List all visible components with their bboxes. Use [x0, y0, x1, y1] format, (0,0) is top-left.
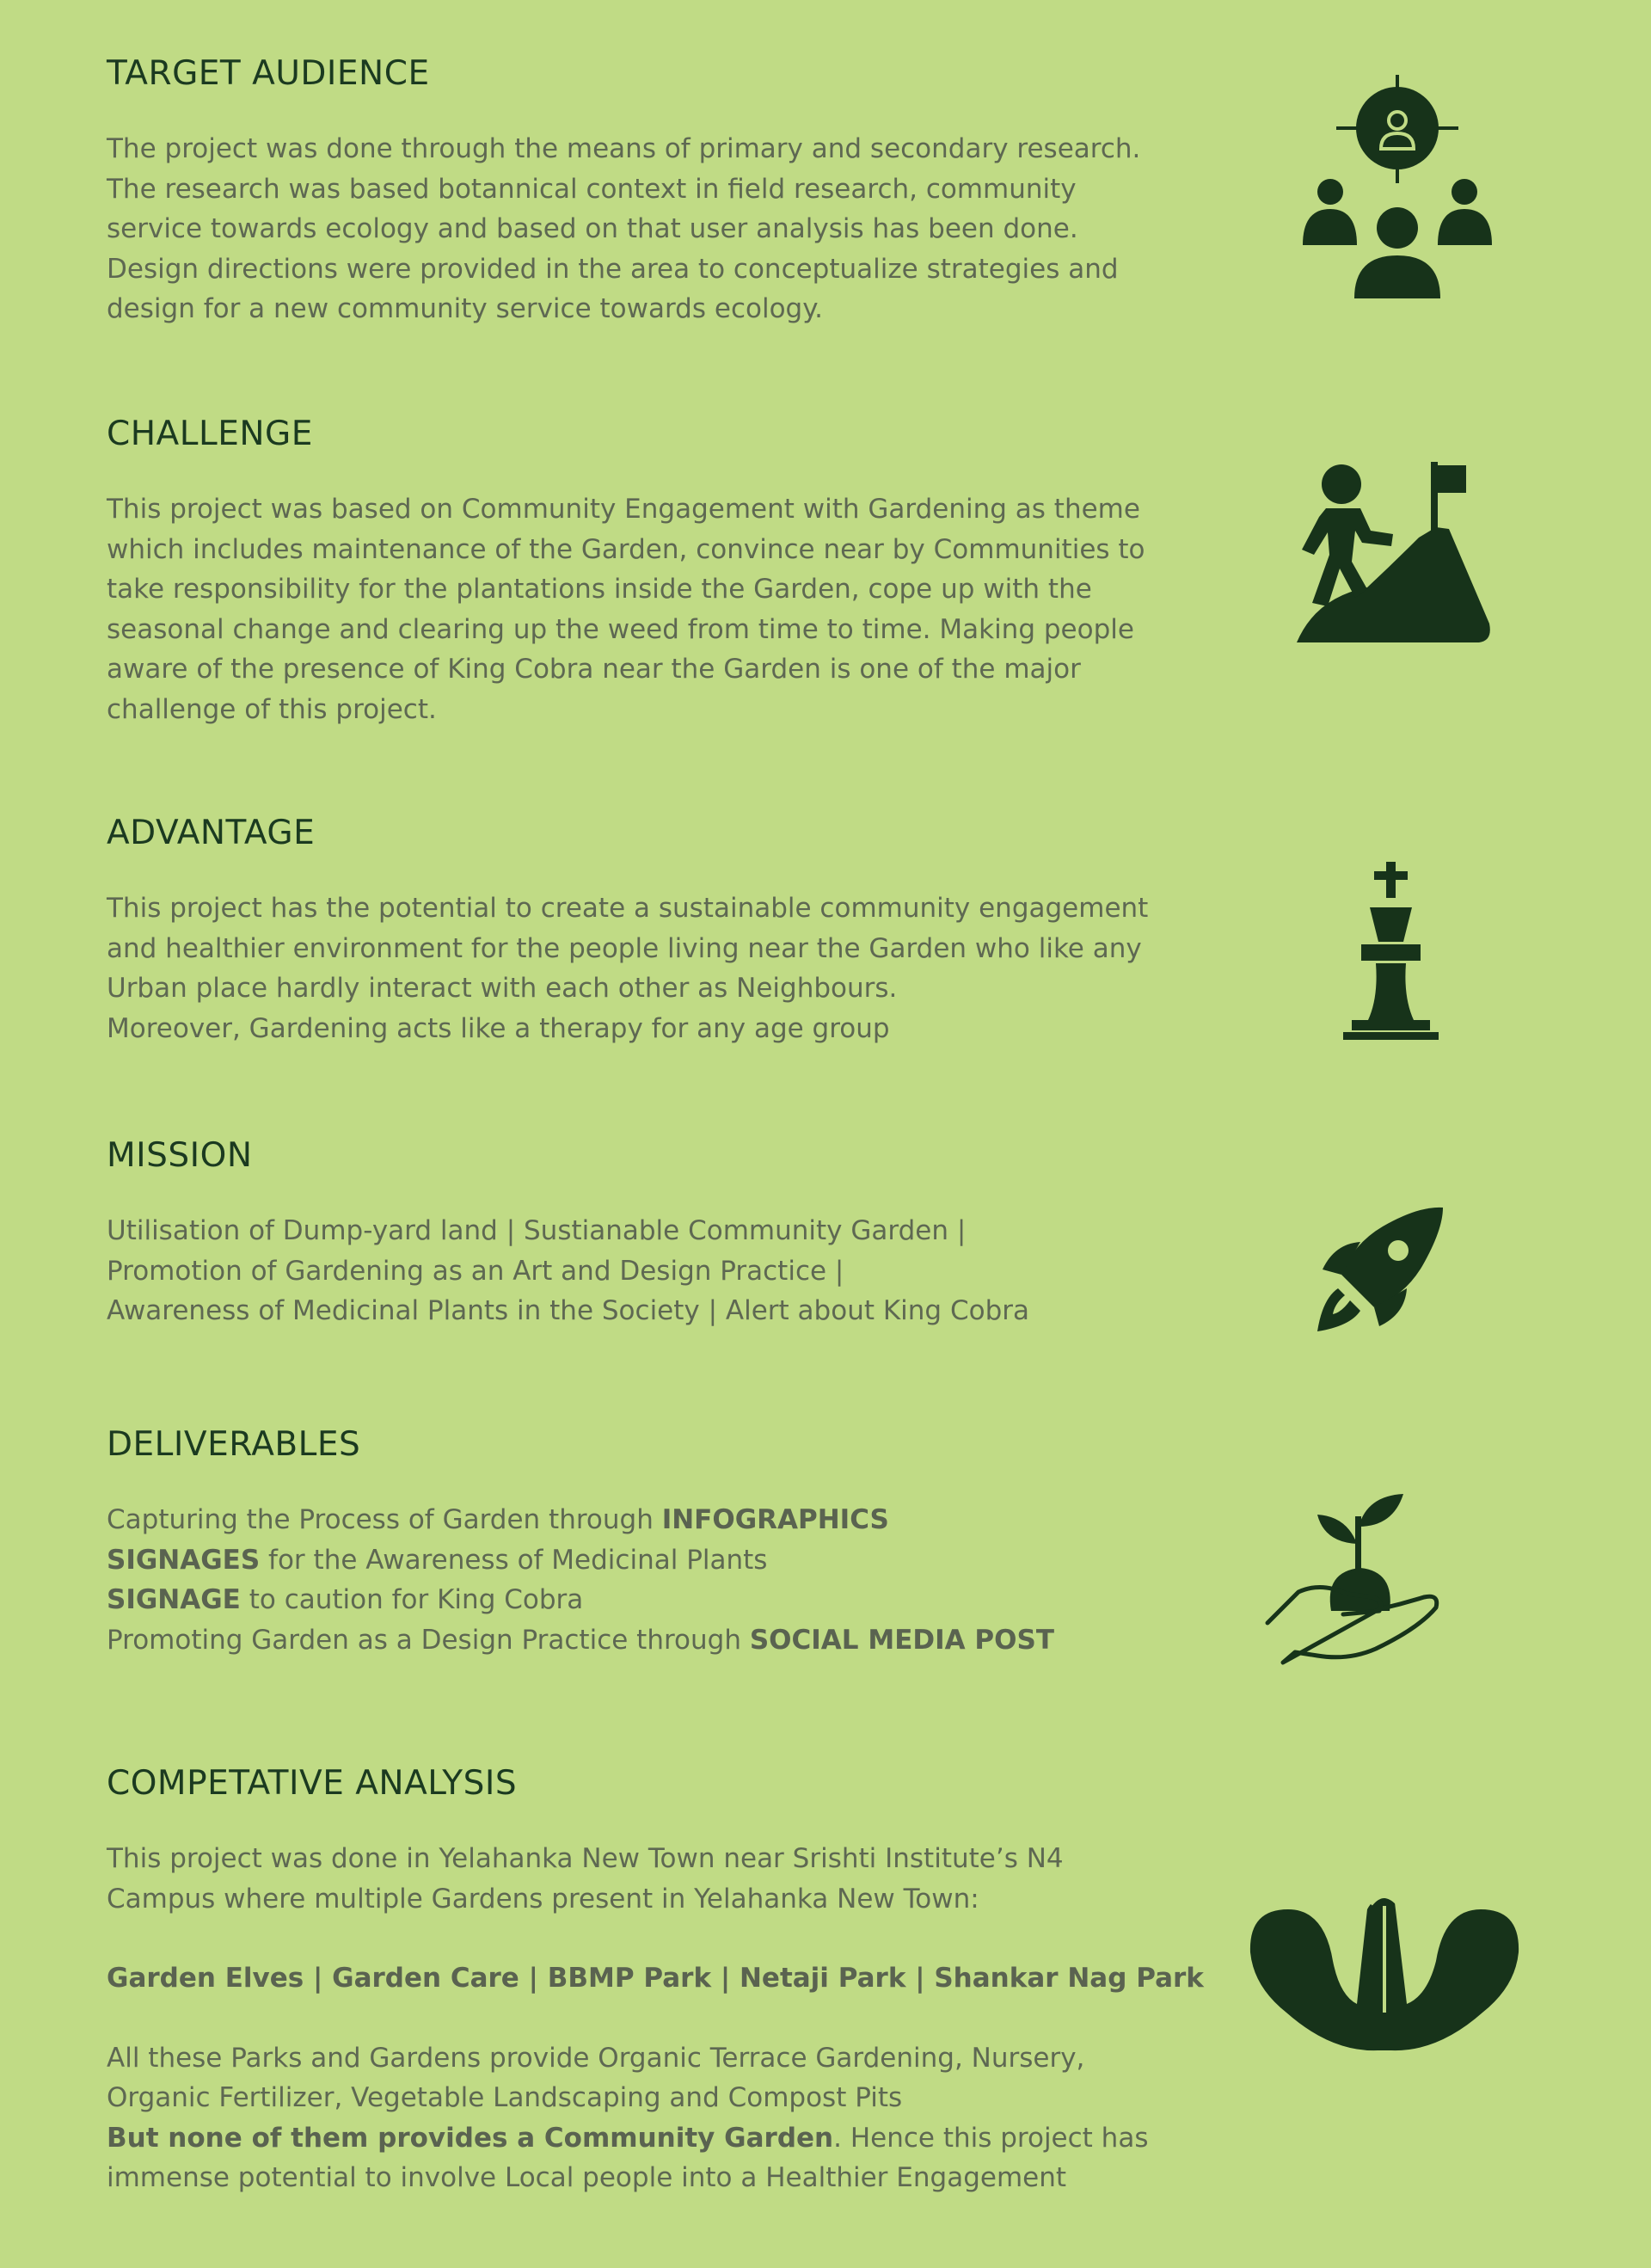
section-deliverables: [107, 1424, 1224, 1660]
body-line: Promotion of Gardening as an Art and Design Practice |: [107, 1255, 844, 1287]
section-target-audience: [107, 53, 1224, 329]
section-heading: CHALLENGE: [107, 415, 313, 453]
line-text: . Hence this project has: [833, 2122, 1149, 2154]
body-line: This project was based on Community Engagement with Gardening as theme: [107, 494, 1140, 525]
section-mission: [107, 1135, 1224, 1331]
body-line: Design directions were provided in the area to conceptualize strategies and: [107, 253, 1119, 285]
body-line: This project has the potential to create a sustainable community engagement: [107, 893, 1149, 924]
section-competative-analysis: [107, 1763, 1224, 2198]
section-body: [107, 1211, 1224, 1331]
body-line: design for a new community service towards ecology.: [107, 293, 823, 324]
line-bold: SIGNAGES: [107, 1544, 261, 1576]
section-heading: TARGET AUDIENCE: [107, 54, 430, 93]
body-line: which includes maintenance of the Garden, convince near by Communities to: [107, 533, 1145, 565]
body-line: [107, 1580, 1224, 1620]
body-line: take responsibility for the plantations inside the Garden, cope up with the: [107, 574, 1092, 605]
body-line: and healthier environment for the people living near the Garden who like any: [107, 932, 1142, 964]
body-line: Awareness of Medicinal Plants in the Society | Alert about King Cobra: [107, 1295, 1029, 1326]
section-heading: MISSION: [107, 1136, 253, 1175]
section-body: [107, 1500, 1224, 1660]
hand-holding-plant-icon: [1264, 1492, 1445, 1669]
line-text: Promoting Garden as a Design Practice through: [107, 1624, 750, 1656]
body-line: All these Parks and Gardens provide Organic Terrace Gardening, Nursery,: [107, 2042, 1085, 2074]
body-line: [107, 1620, 1224, 1661]
body-line: Organic Fertilizer, Vegetable Landscaping and Compost Pits: [107, 2082, 903, 2113]
section-heading: ADVANTAGE: [107, 814, 316, 852]
body-line: This project was done in Yelahanka New Town near Srishti Institute’s N4: [107, 1843, 1064, 1874]
line-bold: SIGNAGE: [107, 1584, 241, 1615]
section-body: [107, 489, 1224, 729]
body-line: Urban place hardly interact with each other as Neighbours.: [107, 973, 898, 1004]
target-audience-icon: [1298, 73, 1496, 305]
line-text: to caution for King Cobra: [240, 1584, 584, 1615]
body-line: seasonal change and clearing up the weed from time to time. Making people: [107, 613, 1134, 645]
body-line: Campus where multiple Gardens present in Yelahanka New Town:: [107, 1883, 979, 1915]
line-bold: INFOGRAPHICS: [661, 1504, 889, 1535]
climbing-person-flag-icon: [1290, 460, 1496, 645]
body-line: aware of the presence of King Cobra near the Garden is one of the major: [107, 654, 1081, 685]
body-line: [107, 1500, 1224, 1540]
body-line: [107, 2118, 1224, 2159]
rocket-icon: [1316, 1206, 1445, 1335]
section-body: [107, 888, 1224, 1048]
section-body: [107, 129, 1224, 329]
line-text: Capturing the Process of Garden through: [107, 1504, 662, 1535]
line-bold: But none of them provides a Community Garden: [107, 2122, 834, 2154]
arm-wrestling-icon: [1247, 1884, 1522, 2056]
body-line: The project was done through the means of primary and secondary research.: [107, 133, 1141, 164]
body-line: immense potential to involve Local people into a Healthier Engagement: [107, 2162, 1067, 2193]
line-text: for the Awareness of Medicinal Plants: [260, 1544, 768, 1576]
chess-king-icon: [1341, 860, 1440, 1041]
section-challenge: [107, 414, 1224, 729]
section-body: [107, 1839, 1224, 2198]
section-heading: DELIVERABLES: [107, 1425, 361, 1464]
competitor-list: Garden Elves | Garden Care | BBMP Park | Netaji Park | Shankar Nag Park: [107, 1963, 1204, 1994]
section-heading: COMPETATIVE ANALYSIS: [107, 1764, 518, 1803]
body-line: service towards ecology and based on that user analysis has been done.: [107, 213, 1078, 244]
body-line: challenge of this project.: [107, 693, 437, 725]
body-line: The research was based botannical context in field research, community: [107, 173, 1077, 205]
section-advantage: [107, 813, 1224, 1048]
body-line: Moreover, Gardening acts like a therapy for any age group: [107, 1012, 890, 1044]
line-bold: SOCIAL MEDIA POST: [749, 1624, 1054, 1656]
body-line: Utilisation of Dump-yard land | Sustianable Community Garden |: [107, 1215, 967, 1246]
body-line: [107, 1540, 1224, 1581]
